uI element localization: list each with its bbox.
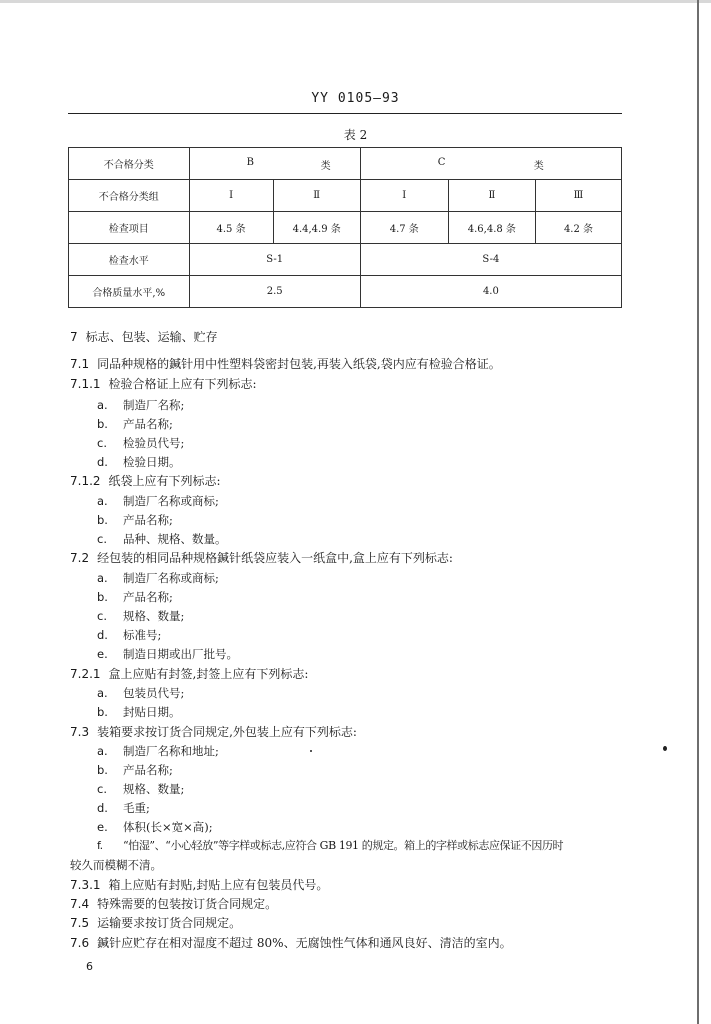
clause [70, 376, 257, 392]
table-cell: 4.7 条 [360, 212, 448, 244]
clause-text: 装箱要求按订货合同规定,外包装上应有下列标志: [97, 725, 357, 739]
item-text: 产品名称; [123, 513, 173, 527]
item-letter: d. [97, 628, 108, 642]
clause-text: 经包装的相同品种规格鍼针纸袋应装入一纸盒中,盒上应有下列标志: [97, 551, 453, 565]
item-letter: b. [97, 763, 108, 777]
section-heading [70, 329, 218, 345]
category-c-suffix: 类 [533, 161, 544, 172]
item-letter: c. [97, 532, 107, 546]
item-text: 产品名称; [123, 590, 173, 604]
list-item-continuation: 较久而模糊不清。 [70, 858, 162, 872]
row-header: 合格质量水平,% [69, 276, 190, 308]
clause [70, 356, 501, 372]
item-letter: d. [97, 801, 108, 815]
clause-number: 7.3.1 [70, 878, 101, 892]
table-cell: 4.6,4.8 条 [448, 212, 535, 244]
item-text: 体积(长×宽×高); [123, 820, 213, 834]
list-item [97, 646, 238, 662]
item-letter: b. [97, 417, 108, 431]
clause [70, 473, 221, 489]
item-text: 检验员代号; [123, 436, 185, 450]
item-text: 规格、数量; [123, 782, 185, 796]
list-item [97, 819, 213, 835]
clause-number: 7.2 [70, 551, 90, 565]
list-item [97, 743, 219, 759]
item-text: 毛重; [123, 801, 150, 815]
list-item [97, 435, 184, 451]
clause-text: 鍼针应贮存在相对湿度不超过 80%、无腐蚀性气体和通风良好、清洁的室内。 [97, 936, 512, 950]
item-text: “怕湿”、“小心轻放”等字样或标志,应符合 GB 191 的规定。箱上的字样或标志应保证不因历时 [123, 839, 564, 852]
clause-text: 检验合格证上应有下列标志: [108, 377, 257, 391]
item-text: 包装员代号; [123, 686, 185, 700]
clause-number: 7.4 [70, 897, 90, 911]
table-cell: Ⅱ [448, 180, 535, 212]
table-cell: S-4 [360, 244, 621, 276]
item-letter: b. [97, 590, 108, 604]
inspection-table [68, 147, 622, 308]
clause-text: 盒上应贴有封签,封签上应有下列标志: [108, 667, 309, 681]
scan-edge-top [0, 0, 711, 3]
clause-text: 同品种规格的鍼针用中性塑料袋密封包装,再装入纸袋,袋内应有检验合格证。 [97, 357, 501, 371]
item-text: 制造厂名称; [123, 398, 185, 412]
standard-number: YY 0105—93 [311, 91, 400, 106]
item-letter: b. [97, 705, 108, 719]
item-text: 品种、规格、数量。 [123, 532, 227, 546]
list-item [97, 570, 219, 586]
clause-number: 7.6 [70, 936, 90, 950]
table-cell: 2.5 [189, 276, 360, 308]
item-letter: a. [97, 571, 108, 585]
clause [70, 896, 277, 912]
list-item [97, 589, 173, 605]
table-cell: Ⅱ [273, 180, 360, 212]
clause-number: 7.2.1 [70, 667, 101, 681]
item-letter: c. [97, 609, 107, 623]
item-text: 产品名称; [123, 763, 173, 777]
list-item [97, 627, 161, 643]
item-text: 规格、数量; [123, 609, 185, 623]
scan-speck [310, 750, 312, 752]
category-b-suffix: 类 [320, 161, 331, 172]
clause-number: 7.1.1 [70, 377, 101, 391]
scan-speck [663, 746, 667, 751]
clause [70, 550, 453, 566]
item-text: 制造日期或出厂批号。 [123, 647, 238, 661]
row-header: 不合格分类 [69, 148, 190, 180]
table-cell: S-1 [189, 244, 360, 276]
clause-number: 7.1 [70, 357, 90, 371]
table-row [69, 180, 622, 212]
item-text: 制造厂名称或商标; [123, 494, 219, 508]
list-item [97, 454, 181, 470]
item-text: 标准号; [123, 628, 162, 642]
item-letter: f. [97, 839, 103, 852]
clause [70, 915, 241, 931]
list-item [97, 397, 184, 413]
table-cell [189, 148, 360, 180]
item-letter: c. [97, 436, 107, 450]
clause-text: 箱上应贴有封贴,封贴上应有包装员代号。 [108, 878, 329, 892]
table-cell: 4.4,4.9 条 [273, 212, 360, 244]
table-cell: I [189, 180, 273, 212]
table-row [69, 148, 622, 180]
clause-number: 7.1.2 [70, 474, 101, 488]
table-title: 表 2 [343, 128, 368, 142]
list-item [97, 685, 184, 701]
item-text: 产品名称; [123, 417, 173, 431]
table-cell: 4.5 条 [189, 212, 273, 244]
header-rule [68, 113, 622, 114]
clause-number: 7.3 [70, 725, 90, 739]
table-row [69, 276, 622, 308]
item-letter: a. [97, 744, 108, 758]
list-item [97, 781, 184, 797]
item-text: 制造厂名称和地址; [123, 744, 219, 758]
item-letter: d. [97, 455, 108, 469]
list-item [97, 608, 184, 624]
list-item [97, 416, 173, 432]
table-cell: 4.2 条 [535, 212, 621, 244]
clause-number: 7.5 [70, 916, 90, 930]
table-cell: Ⅲ [535, 180, 621, 212]
category-b-letter: B [246, 157, 254, 168]
list-item [97, 512, 173, 528]
item-letter: a. [97, 686, 108, 700]
item-text: 制造厂名称或商标; [123, 571, 219, 585]
list-item [97, 493, 219, 509]
list-item [97, 800, 150, 816]
scan-edge-right [697, 0, 699, 1024]
list-item [97, 704, 181, 720]
section-number: 7 [70, 330, 78, 344]
clause-text: 特殊需要的包装按订货合同规定。 [97, 897, 278, 911]
list-item [97, 838, 563, 854]
item-letter: e. [97, 820, 108, 834]
section-text: 标志、包装、运输、贮存 [85, 330, 218, 344]
item-text: 封贴日期。 [123, 705, 181, 719]
clause [70, 935, 512, 951]
table-cell: 4.0 [360, 276, 621, 308]
list-item [97, 531, 227, 547]
category-c-letter: C [437, 157, 446, 168]
table-cell [360, 148, 621, 180]
item-text: 检验日期。 [123, 455, 181, 469]
clause [70, 666, 308, 682]
table-row [69, 244, 622, 276]
row-header: 不合格分类组 [69, 180, 190, 212]
page-number: 6 [86, 960, 93, 973]
item-letter: e. [97, 647, 108, 661]
clause-text: 纸袋上应有下列标志: [108, 474, 221, 488]
item-letter: c. [97, 782, 107, 796]
table-cell: I [360, 180, 448, 212]
item-letter: a. [97, 494, 108, 508]
table-row [69, 212, 622, 244]
item-letter: b. [97, 513, 108, 527]
item-letter: a. [97, 398, 108, 412]
clause-text: 运输要求按订货合同规定。 [97, 916, 242, 930]
clause [70, 877, 328, 893]
row-header: 检查项目 [69, 212, 190, 244]
clause [70, 724, 357, 740]
list-item [97, 762, 173, 778]
row-header: 检查水平 [69, 244, 190, 276]
